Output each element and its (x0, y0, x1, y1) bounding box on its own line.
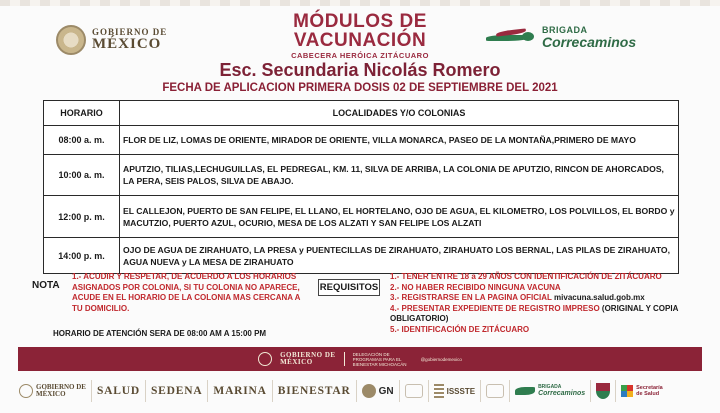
list-item (390, 304, 700, 325)
gobierno-line1: GOBIERNO DE (92, 27, 168, 37)
imss-icon (405, 384, 423, 398)
logo-issste-text: ISSSTE (446, 386, 476, 396)
column-header-places: LOCALIDADES Y/O COLONIAS (332, 108, 466, 118)
band-gob-line1: GOBIERNO DE (280, 351, 336, 359)
national-emblem-icon (258, 352, 272, 366)
logo-gn-text: GN (378, 385, 394, 397)
logo-gob-line2: MÉXICO (36, 390, 66, 398)
logo-gobierno (14, 380, 92, 402)
table-header-row (44, 101, 678, 125)
table-row (44, 237, 678, 273)
title-line2: VACUNACIÓN (293, 30, 427, 51)
logo-imss (400, 380, 429, 402)
band-social-handle: @gobiernodemexico (420, 356, 462, 362)
top-border-decoration (0, 0, 720, 6)
nota-label: NOTA (32, 280, 60, 291)
logo-gob-line1: GOBIERNO DE (36, 383, 86, 391)
row-time: 14:00 p. m. (44, 238, 120, 273)
logo-secretaria-salud (616, 380, 668, 402)
footer-band (18, 347, 702, 371)
row-places: OJO DE AGUA DE ZIRAHUATO, LA PRESA y PUENTECILLAS DE ZIRAHUATO, ZIRAHUATO LOS BERNAL, LAS PILAS DE ZIRAHUATO, AGUA NUEVA y LA MESA DE ZIRAHUATO (123, 244, 670, 267)
page-title (230, 12, 490, 60)
logo-brigada (510, 380, 591, 402)
secretaria-salud-icon (621, 385, 633, 397)
gobierno-de-mexico-logo (56, 24, 206, 56)
row-time: 12:00 p. m. (44, 196, 120, 237)
requisitos-list (390, 272, 700, 336)
row-time: 08:00 a. m. (44, 126, 120, 154)
nota-text: 1.- ACUDIR Y RESPETAR, DE ACUERDO A LOS HORARIOS ASIGNADOS POR COLONIA, SI TU COLONIA NO APARECE, ACUDE EN EL HORARIO DE LA COLONIA MAS CERCANA A TU DOMICILIO. (72, 272, 301, 313)
guardia-nacional-icon (362, 384, 376, 398)
requisito-4-text: 4.- PRESENTAR EXPEDIENTE DE REGISTRO IMPRESO (390, 303, 600, 313)
requisito-3-text: 3.- REGISTRARSE EN LA PAGINA OFICIAL (390, 293, 552, 303)
institution-logos (14, 378, 706, 404)
list-item: 1.- TENER ENTRE 18 a 29 AÑOS CON IDENTIFICACIÓN DE ZITÁCUARO (390, 272, 662, 281)
title-line1: MÓDULOS DE (293, 11, 427, 32)
list-item: 5.- IDENTIFICACIÓN DE ZITÁCUARO (390, 324, 530, 334)
logo-sedena: SEDENA (146, 380, 208, 402)
attention-hours: HORARIO DE ATENCIÓN SERA DE 08:00 AM A 15:00 PM (53, 329, 267, 338)
column-header-time: HORARIO (44, 101, 120, 125)
logo-ss-line2: de Salud (636, 391, 660, 397)
logo-marina: MARINA (208, 380, 272, 402)
logo-michoacan (591, 380, 616, 402)
logo-imss-bienestar (481, 380, 510, 402)
gobierno-line2: MÉXICO (92, 36, 162, 52)
divider (344, 352, 345, 366)
roadrunner-icon (486, 28, 536, 46)
table-row (44, 154, 678, 195)
school-name: Esc. Secundaria Nicolás Romero (219, 60, 501, 80)
brigada-line2: Correcaminos (542, 33, 637, 50)
logo-bienestar: BIENESTAR (273, 380, 357, 402)
national-emblem-icon (19, 384, 33, 398)
logo-ss-line1: Secretaría (636, 385, 663, 391)
imss-bienestar-icon (486, 384, 504, 398)
issste-icon (434, 384, 444, 398)
registration-link[interactable]: mivacuna.salud.gob.mx (554, 293, 645, 303)
roadrunner-icon (515, 387, 535, 395)
requisito-4-note: (ORIGINAL Y COPIA OBLIGATORIO) (390, 303, 679, 324)
band-gob-line2: MÉXICO (280, 358, 313, 366)
row-places: FLOR DE LIZ, LOMAS DE ORIENTE, MIRADOR DE ORIENTE, VILLA MONARCA, PASEO DE LA MONTAÑA,PRIMERO DE MAYO (123, 135, 636, 145)
list-item: 2.- NO HABER RECIBIDO NINGUNA VACUNA (390, 282, 561, 292)
schedule-table (43, 100, 679, 274)
list-item (390, 293, 700, 304)
logo-brig-line1: BRIGADA (538, 384, 562, 390)
logo-issste (429, 380, 481, 402)
michoacan-shield-icon (596, 383, 610, 399)
title-subtitle: CABECERA HERÓICA ZITÁCUARO (291, 51, 429, 60)
band-delegation-text: DELEGACIÓN DE PROGRAMAS PARA EL BIENESTAR MICHOACÁN (352, 351, 407, 367)
application-date: FECHA DE APLICACION PRIMERA DOSIS 02 DE SEPTIEMBRE DEL 2021 (162, 82, 558, 94)
row-time: 10:00 a. m. (44, 155, 120, 195)
logo-guardia-nacional (357, 380, 400, 402)
row-places: EL CALLEJON, PUERTO DE SAN FELIPE, EL LLANO, EL HORTELANO, OJO DE AGUA, EL KILOMETRO, LOS POLVILLOS, EL BORDO y MACUTZIO, PUERTO AZUL, OCURIO, MESA DE LOS ALZATI Y SAN FELIPE LOS ALZATI (123, 205, 675, 228)
row-places: APUTZIO, TILIAS,LECHUGUILLAS, EL PEDREGAL, KM. 11, SILVA DE ARRIBA, LA COLONIA DE APUTZIO, RINCON DE AHORCADOS, LA PERA, SEIS PALOS, SILVA DE ABAJO. (123, 164, 664, 186)
requisitos-label: REQUISITOS (318, 279, 380, 296)
national-emblem-icon (56, 25, 86, 55)
brigada-correcaminos-logo (486, 22, 686, 52)
brigada-line1: BRIGADA (542, 24, 588, 35)
table-row (44, 195, 678, 237)
logo-brig-line2: Correcaminos (538, 390, 586, 397)
logo-salud: SALUD (92, 380, 146, 402)
table-row (44, 125, 678, 154)
